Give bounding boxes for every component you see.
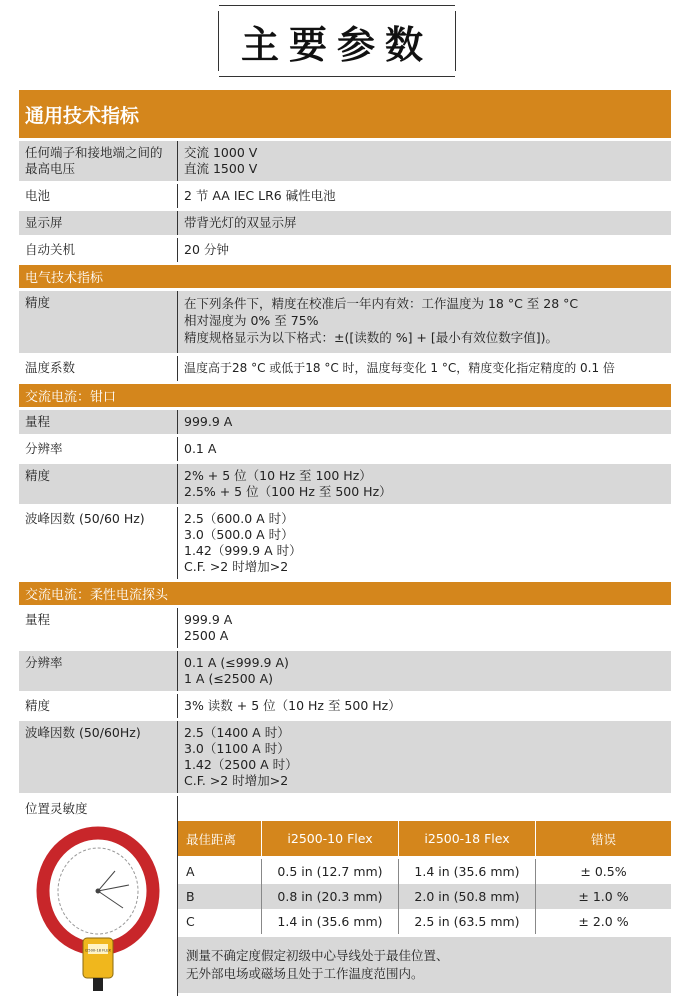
spec-label: 位置灵敏度 [25, 801, 88, 816]
spec-label: 精度 [25, 468, 51, 483]
spec-value: 交流 1000 V 直流 1500 V [184, 145, 258, 176]
uncertainty-note: 测量不确定度假定初级中心导线处于最佳位置、 无外部电场或磁场且处于工作温度范围内。 [178, 937, 671, 993]
spec-value: 2.5（1400 A 时） 3.0（1100 A 时） 1.42（2500 A 时） C.F. >2 时增加>2 [184, 725, 298, 788]
section-header-ac-flex: 交流电流：柔性电流探头 [19, 582, 671, 605]
spec-row-max-voltage [19, 141, 671, 181]
spec-value: 20 分钟 [184, 242, 229, 257]
spec-value: 999.9 A 2500 A [184, 612, 233, 643]
spec-label: 分辨率 [25, 441, 63, 456]
flex-probe-illustration [33, 823, 163, 991]
section-header-general: 通用技术指标 [19, 90, 671, 138]
position-table [178, 821, 671, 993]
spec-row-accuracy [19, 464, 671, 504]
page-title: 主要参数 [240, 22, 433, 67]
section-header-ac-clamp: 交流电流：钳口 [19, 384, 671, 407]
spec-label: 量程 [25, 612, 51, 627]
spec-row-crest-factor [19, 507, 671, 579]
spec-row-resolution [19, 437, 671, 461]
spec-label: 波峰因数 (50/60Hz) [25, 725, 141, 740]
page-title-frame [218, 11, 456, 71]
spec-label: 温度系数 [25, 360, 76, 375]
spec-label: 电池 [25, 188, 51, 203]
center-point [96, 889, 101, 894]
spec-label: 分辨率 [25, 655, 63, 670]
spec-value: 2 节 AA IEC LR6 碱性电池 [184, 188, 336, 203]
spec-label: 显示屏 [25, 215, 63, 230]
spec-row-range [19, 410, 671, 434]
spec-label: 任何端子和接地端之间的最高电压 [25, 145, 163, 176]
probe-label-text: i2500-18 FLEX [85, 948, 111, 953]
section-header-electrical: 电气技术指标 [19, 265, 671, 288]
probe-cable [93, 978, 103, 991]
spec-row-crest-factor [19, 721, 671, 793]
spec-label: 精度 [25, 698, 51, 713]
spec-value: 0.1 A [184, 441, 217, 456]
spec-row-accuracy [19, 694, 671, 718]
spec-value: 温度高于28 °C 或低于18 °C 时，温度每变化 1 °C，精度变化指定精度的 0.1 倍 [184, 361, 615, 375]
spec-value: 在下列条件下，精度在校准后一年内有效：工作温度为 18 °C 至 28 °C 相对湿度为 0% 至 75% 精度规格显示为以下格式：±([读数的 %] + [最小有效位数字值])。 [184, 296, 579, 345]
table-row: B 0.8 in (20.3 mm) 2.0 in (50.8 mm) ± 1.0 % [178, 884, 671, 909]
spec-label: 波峰因数 (50/60 Hz) [25, 511, 145, 526]
table-row: A 0.5 in (12.7 mm) 1.4 in (35.6 mm) ± 0.5% [178, 859, 671, 884]
spec-row-accuracy [19, 291, 671, 353]
spec-value: 999.9 A [184, 414, 233, 429]
spec-row-battery [19, 184, 671, 208]
spec-label: 自动关机 [25, 242, 76, 257]
spec-label: 精度 [25, 295, 51, 310]
spec-value: 0.1 A (≤999.9 A) 1 A (≤2500 A) [184, 655, 289, 686]
spec-label: 量程 [25, 414, 51, 429]
spec-value: 带背光灯的双显示屏 [184, 215, 297, 230]
spec-table [19, 90, 671, 996]
position-table-header: 最佳距离 i2500-10 Flex i2500-18 Flex 错误 [178, 821, 671, 856]
spec-row-resolution [19, 651, 671, 691]
spec-value: 2% + 5 位（10 Hz 至 100 Hz） 2.5% + 5 位（100 Hz 至 500 Hz） [184, 468, 392, 499]
spec-row-auto-off [19, 238, 671, 262]
spec-row-position-sensitivity [19, 796, 671, 996]
distance-marker-c [98, 891, 123, 908]
spec-row-temp-coefficient [19, 356, 671, 381]
table-row: C 1.4 in (35.6 mm) 2.5 in (63.5 mm) ± 2.0 % [178, 909, 671, 934]
spec-value: 3% 读数 + 5 位（10 Hz 至 500 Hz） [184, 698, 401, 713]
spec-row-range [19, 608, 671, 648]
spec-row-display [19, 211, 671, 235]
spec-value: 2.5（600.0 A 时） 3.0（500.0 A 时） 1.42（999.9 A 时） C.F. >2 时增加>2 [184, 511, 302, 574]
